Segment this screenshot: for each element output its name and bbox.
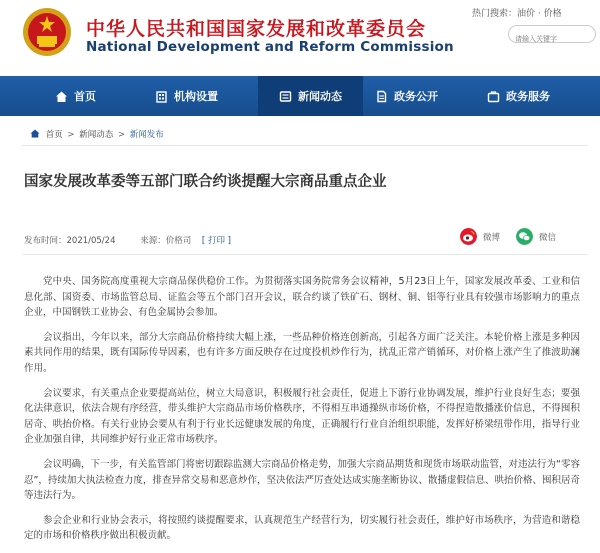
breadcrumb-separator: >: [117, 130, 126, 140]
article-paragraph: 会议要求，有关重点企业要提高站位，树立大局意识，积极履行社会责任，促进上下游行业协调发展，维护行业良好生态；要强化法律意识，依法合规有序经营，带头维护大宗商品市场价格秩序，不得相互串通操纵市场价格，不得捏造散播涨价信息，不得囤积居奇、哄抬价格。有关行业协会要从有利于行业长远健康发展的角度，正确履行行业自治组织职能，发挥好桥梁纽带作用，指导行业企业加强自律，共同维护好行业正常市场秩序。: [24, 387, 580, 446]
weibo-icon: [460, 228, 477, 245]
print-button[interactable]: [ 打印 ]: [201, 236, 231, 246]
site-name-en: National Development and Reform Commission: [86, 39, 454, 55]
article-title: 国家发展改革委等五部门联合约谈提醒大宗商品重点企业: [24, 174, 387, 190]
share-weibo-button[interactable]: [460, 228, 500, 245]
nav-item-services[interactable]: [487, 76, 587, 116]
nav-item-label: 新闻动态: [298, 90, 342, 103]
share-wechat-button[interactable]: [516, 228, 556, 245]
publish-date: 发布时间：2021/05/24: [24, 236, 116, 246]
nav-item-label: 政务公开: [394, 90, 438, 103]
article-meta: [24, 234, 231, 246]
hot-search: 热门搜索：油价 · 价格: [472, 9, 562, 19]
nav-item-label: 机构设置: [174, 90, 218, 103]
news-icon: [279, 90, 292, 103]
wechat-icon: [516, 228, 533, 245]
breadcrumb-item-current[interactable]: 新闻发布: [129, 130, 164, 140]
divider: [22, 145, 588, 146]
share-label: 微博: [483, 232, 501, 243]
article-paragraph: 会议指出，今年以来，部分大宗商品价格持续大幅上涨，一些品种价格连创新高，引起各方面广泛关注。本轮价格上涨是多种因素共同作用的结果，既有国际传导因素，也有许多方面反映存在过度投机炒作行为，扰乱正常产销循环，对价格上涨产生了推波助澜作用。: [24, 331, 580, 374]
search-box: [508, 25, 596, 43]
site-name-cn: 中华人民共和国国家发展和改革委员会: [86, 18, 427, 40]
site-header: [0, 0, 600, 76]
home-icon: [55, 90, 68, 103]
nav-item-news[interactable]: [258, 76, 363, 116]
service-icon: [487, 90, 500, 103]
breadcrumb-item-news[interactable]: 新闻动态: [79, 130, 114, 140]
article-paragraph: 党中央、国务院高度重视大宗商品保供稳价工作。为贯彻落实国务院常务会议精神，5月23日上午，国家发展改革委、工业和信息化部、国资委、市场监管总局、证监会等五个部门召开会议，联合约谈了铁矿石、钢材、铜、铝等行业具有较强市场影响力的重点企业，中国钢铁工业协会、有色金属协会参加。: [24, 276, 580, 319]
breadcrumb-separator: >: [67, 130, 75, 140]
share-label: 微信: [539, 232, 557, 243]
search-input[interactable]: [515, 31, 593, 47]
nav-item-public-affairs[interactable]: [375, 76, 475, 116]
building-icon: [155, 90, 168, 103]
nav-item-home[interactable]: [55, 76, 145, 116]
nav-item-label: 首页: [74, 90, 96, 103]
hot-search-label: 热门搜索：: [472, 9, 518, 19]
main-nav: [0, 76, 600, 116]
breadcrumb-item-home[interactable]: 首页: [45, 130, 63, 140]
national-emblem-icon: [22, 6, 72, 58]
document-icon: [375, 90, 388, 103]
breadcrumb: [30, 128, 164, 140]
article-paragraph: 会议明确，下一步，有关监管部门将密切跟踪监测大宗商品价格走势，加强大宗商品期货和现货市场联动监管，对违法行为“零容忍”，持续加大执法检查力度，排查异常交易和恶意炒作，坚决依法严厉查处达成实施垄断协议、散播虚假信息、哄抬价格、囤积居奇等违法行为。: [24, 458, 580, 502]
article-body: [24, 274, 580, 553]
article-paragraph: 参会企业和行业协会表示，将按照约谈提醒要求，认真规范生产经营行为，切实履行社会责任，维护好市场秩序，为营造和谐稳定的市场和价格秩序做出积极贡献。: [24, 514, 580, 542]
home-icon: [30, 129, 40, 138]
divider: [22, 254, 588, 255]
nav-item-label: 政务服务: [506, 90, 550, 103]
nav-item-organization[interactable]: [155, 76, 255, 116]
hot-search-item[interactable]: 价格: [543, 9, 562, 19]
article-source: 来源：价格司: [140, 236, 192, 246]
hot-search-item[interactable]: 油价: [517, 9, 536, 19]
